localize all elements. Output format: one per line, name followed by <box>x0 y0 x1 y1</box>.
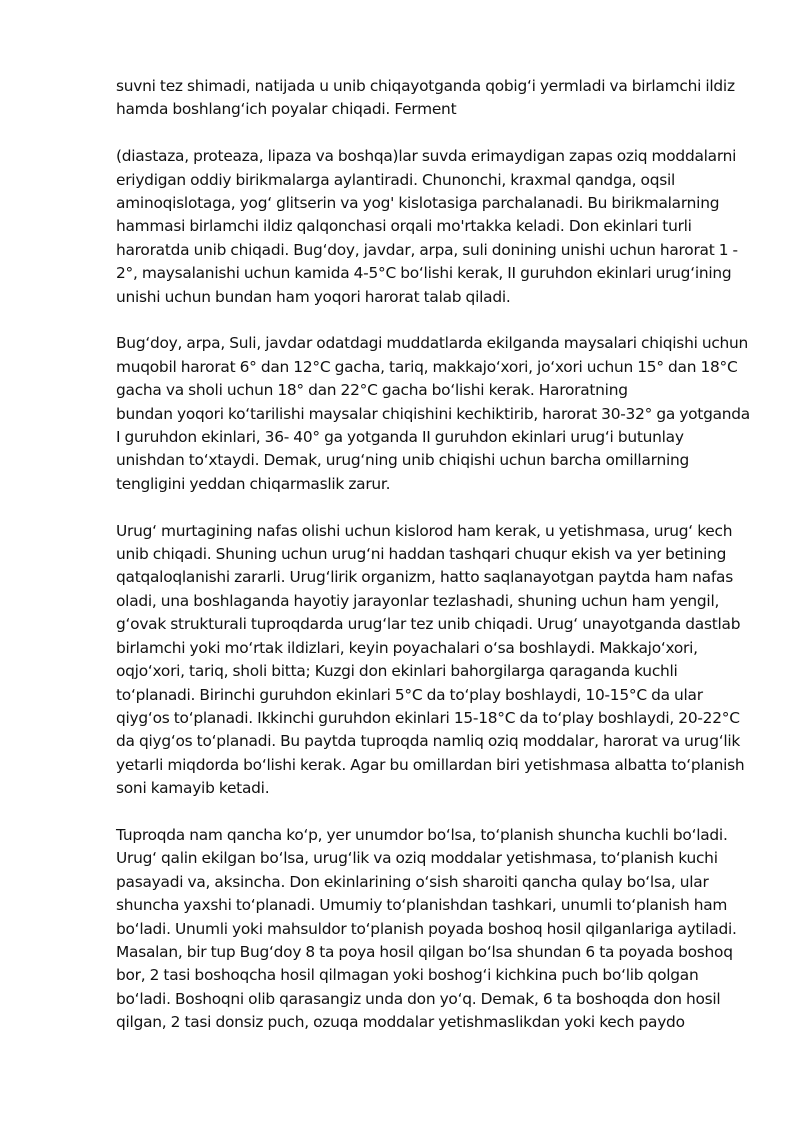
text-line: unishi uchun bundan ham yoqori harorat talab qiladi. <box>116 287 511 306</box>
text-line: hamda boshlang‘ich poyalar chiqadi. Ferment <box>116 100 457 119</box>
paragraph-3 <box>116 332 750 496</box>
text-line: qatqaloqlanishi zararli. Urug‘lirik organizm, hatto saqlanayotgan paytda ham nafas <box>116 568 733 587</box>
text-line: 2°, maysalanishi uchun kamida 4-5°C bo‘lishi kerak, II guruhdon ekinlari urug‘ining <box>116 264 732 283</box>
text-line: bo‘ladi. Boshoqni olib qarasangiz unda don yo‘q. Demak, 6 ta boshoqda don hosil <box>116 989 721 1008</box>
text-line: to‘planadi. Birinchi guruhdon ekinlari 5°C da to‘play boshlaydi, 10-15°C da ular <box>116 685 703 704</box>
text-line: soni kamayib ketadi. <box>116 779 270 798</box>
text-line: g‘ovak strukturali tuproqdarda urug‘lar tez unib chiqadi. Urug‘ unayotganda dastlab <box>116 615 741 634</box>
text-line: unishdan to‘xtaydi. Demak, urug‘ning unib chiqishi uchun barcha omillarning <box>116 451 690 470</box>
text-line: bo‘ladi. Unumli yoki mahsuldor to‘planish poyada boshoq hosil qilganlariga aytiladi. <box>116 919 737 938</box>
text-line: tengligini yeddan chiqarmaslik zarur. <box>116 474 391 493</box>
text-line: gacha va sholi uchun 18° dan 22°C gacha bo‘lishi kerak. Haroratning <box>116 381 628 400</box>
text-line: hammasi birlamchi ildiz qalqonchasi orqali mo'rtakka keladi. Don ekinlari turli <box>116 217 692 236</box>
text-line: qilgan, 2 tasi donsiz puch, ozuqa moddalar yetishmaslikdan yoki kech paydo <box>116 1013 685 1032</box>
text-line: bundan yoqori ko‘tarilishi maysalar chiqishini kechiktirib, harorat 30-32° ga yotganda <box>116 404 750 423</box>
text-line: aminoqislotaga, yog‘ glitserin va yog' kislotasiga parchalanadi. Bu birikmalarning <box>116 194 720 213</box>
text-line: (diastaza, proteaza, lipaza va boshqa)lar suvda erimaydigan zapas oziq moddalarni <box>116 147 737 166</box>
text-line: Urug‘ qalin ekilgan bo‘lsa, urug‘lik va oziq moddalar yetishmasa, to‘planish kuchi <box>116 849 718 868</box>
text-line: oladi, una boshlaganda hayotiy jarayonlar tezlashadi, shuning uchun ham yengil, <box>116 591 720 610</box>
text-line: suvni tez shimadi, natijada u unib chiqayotganda qobig‘i yermladi va birlamchi ildiz <box>116 77 735 95</box>
text-line: I guruhdon ekinlari, 36- 40° ga yotganda II guruhdon ekinlari urug‘i butunlay <box>116 428 684 447</box>
text-line: muqobil harorat 6° dan 12°C gacha, tariq, makkajo‘xori, jo‘xori uchun 15° dan 18°C <box>116 357 738 376</box>
text-line: pasayadi va, aksincha. Don ekinlarining o‘sish sharoiti qancha qulay bo‘lsa, ular <box>116 872 709 891</box>
text-line: Bug‘doy, arpa, Suli, javdar odatdagi muddatlarda ekilganda maysalari chiqishi uchun <box>116 334 749 353</box>
text-line: yetarli miqdorda bo‘lishi kerak. Agar bu omillardan biri yetishmasa albatta to‘planish <box>116 755 745 774</box>
text-line: Masalan, bir tup Bug‘doy 8 ta poya hosil qilgan bo‘lsa shundan 6 ta poyada boshoq <box>116 942 733 961</box>
text-line: eriydigan oddiy birikmalarga aylantiradi. Chunonchi, kraxmal qandga, oqsil <box>116 170 676 189</box>
paragraph-2 <box>116 145 746 309</box>
document-body <box>116 75 750 1058</box>
text-line: haroratda unib chiqadi. Bug‘doy, javdar, arpa, suli donining unishi uchun harorat 1 - <box>116 240 738 259</box>
text-line: oqjo‘xori, tariq, sholi bitta; Kuzgi don ekinlari bahorgilarga qaraganda kuchli <box>116 662 678 681</box>
paragraph-4 <box>116 520 746 801</box>
text-line: birlamchi yoki mo‘rtak ildizlari, keyin poyachalari o‘sa boshlaydi. Makkajo‘xori, <box>116 638 698 657</box>
text-line: unib chiqadi. Shuning uchun urug‘ni haddan tashqari chuqur ekish va yer betining <box>116 545 727 564</box>
text-line: shuncha yaxshi to‘planadi. Umumiy to‘planishdan tashkari, unumli to‘planish ham <box>116 896 728 915</box>
text-line: qiyg‘os to‘planadi. Ikkinchi guruhdon ekinlari 15-18°C da to‘play boshlaydi, 20-22°C <box>116 708 740 727</box>
text-line: bor, 2 tasi boshoqcha hosil qilmagan yoki boshog‘i kichkina puch bo‘lib qolgan <box>116 966 699 985</box>
text-line: Urug‘ murtagining nafas olishi uchun kislorod ham kerak, u yetishmasa, urug‘ kech <box>116 521 733 540</box>
text-line: Tuproqda nam qancha ko‘p, yer unumdor bo‘lsa, to‘planish shuncha kuchli bo‘ladi. <box>116 825 728 844</box>
paragraph-1 <box>116 75 746 122</box>
text-line: da qiyg‘os to‘planadi. Bu paytda tuproqda namliq oziq moddalar, harorat va urug‘lik <box>116 732 741 751</box>
paragraph-5 <box>116 824 746 1035</box>
